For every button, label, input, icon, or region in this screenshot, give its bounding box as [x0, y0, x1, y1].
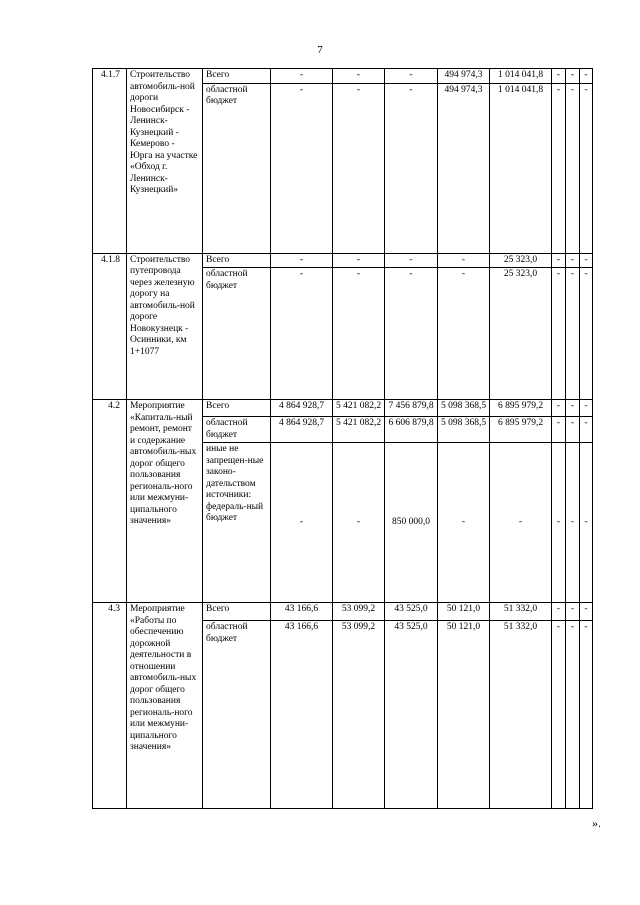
value-cell: 43 525,0: [385, 603, 438, 621]
value-cell: -: [552, 621, 566, 809]
value-cell: -: [385, 69, 438, 84]
value-cell: -: [438, 253, 490, 268]
value-cell: -: [580, 443, 593, 603]
funding-source: Всего: [203, 253, 271, 268]
value-cell: -: [580, 621, 593, 809]
funding-source: Всего: [203, 400, 271, 417]
row-number: 4.1.8: [93, 253, 127, 400]
funding-source: Всего: [203, 603, 271, 621]
value-cell: 6 895 979,2: [490, 400, 552, 417]
value-cell: -: [566, 603, 580, 621]
value-cell: -: [271, 443, 333, 603]
value-cell: -: [566, 621, 580, 809]
value-cell: 494 974,3: [438, 83, 490, 253]
table-row: [93, 253, 593, 268]
value-cell: -: [333, 443, 385, 603]
value-cell: 4 864 928,7: [271, 417, 333, 443]
value-cell: -: [552, 443, 566, 603]
value-cell: 1 014 041,8: [490, 69, 552, 84]
value-cell: 53 099,2: [333, 603, 385, 621]
page-number: 7: [317, 44, 323, 56]
closing-quote: ».: [592, 816, 601, 830]
financing-table: [92, 68, 593, 809]
value-cell: -: [566, 400, 580, 417]
row-number: 4.3: [93, 603, 127, 809]
value-cell: -: [566, 443, 580, 603]
value-cell: 5 098 368,5: [438, 417, 490, 443]
value-cell: -: [580, 83, 593, 253]
value-cell: -: [566, 268, 580, 400]
activity-name: Строительство автомобиль-ной дороги Новосибирск - Ленинск-Кузнецкий - Кемерово - Юрга на участке «Обход г. Ленинск-Кузнецкий»: [127, 69, 203, 254]
funding-source: областной бюджет: [203, 417, 271, 443]
value-cell: -: [271, 268, 333, 400]
value-cell: -: [271, 69, 333, 84]
value-cell: -: [271, 253, 333, 268]
value-cell: 43 525,0: [385, 621, 438, 809]
value-cell: -: [566, 83, 580, 253]
value-cell: 5 098 368,5: [438, 400, 490, 417]
funding-source: областной бюджет: [203, 621, 271, 809]
row-number: 4.2: [93, 400, 127, 603]
funding-source: Всего: [203, 69, 271, 84]
value-cell: 4 864 928,7: [271, 400, 333, 417]
value-cell: -: [552, 603, 566, 621]
value-cell: -: [552, 83, 566, 253]
value-cell: 25 323,0: [490, 268, 552, 400]
funding-source: иные не запрещен-ные законо-дательством источники: федераль-ный бюджет: [203, 443, 271, 603]
value-cell: -: [271, 83, 333, 253]
value-cell: 5 421 082,2: [333, 417, 385, 443]
table-row: [93, 603, 593, 621]
value-cell: -: [385, 253, 438, 268]
value-cell: 494 974,3: [438, 69, 490, 84]
value-cell: 25 323,0: [490, 253, 552, 268]
table-row: [93, 400, 593, 417]
value-cell: 7 456 879,8: [385, 400, 438, 417]
value-cell: -: [552, 417, 566, 443]
value-cell: 51 332,0: [490, 621, 552, 809]
activity-name: Мероприятие «Работы по обеспечению дорожной деятельности в отношении автомобиль-ных дорог общего пользования региональ-ного или межмуни-ципального значения»: [127, 603, 203, 809]
value-cell: -: [566, 417, 580, 443]
value-cell: -: [580, 69, 593, 84]
value-cell: -: [580, 268, 593, 400]
value-cell: -: [566, 69, 580, 84]
value-cell: -: [333, 83, 385, 253]
value-cell: 6 895 979,2: [490, 417, 552, 443]
value-cell: -: [438, 443, 490, 603]
value-cell: -: [552, 69, 566, 84]
value-cell: 50 121,0: [438, 621, 490, 809]
activity-name: Строительство путепровода через железную дорогу на автомобиль-ной дороге Новокузнецк - Осинники, км 1+1077: [127, 253, 203, 400]
value-cell: -: [552, 400, 566, 417]
value-cell: -: [438, 268, 490, 400]
value-cell: 1 014 041,8: [490, 83, 552, 253]
value-cell: 43 166,6: [271, 621, 333, 809]
funding-source: областной бюджет: [203, 268, 271, 400]
value-cell: -: [580, 253, 593, 268]
value-cell: -: [580, 400, 593, 417]
value-cell: -: [566, 253, 580, 268]
activity-name: Мероприятие «Капиталь-ный ремонт, ремонт и содержание автомобиль-ных дорог общего пользования региональ-ного или межмуни-ципального значения»: [127, 400, 203, 603]
value-cell: 43 166,6: [271, 603, 333, 621]
value-cell: -: [333, 69, 385, 84]
value-cell: -: [333, 253, 385, 268]
value-cell: 51 332,0: [490, 603, 552, 621]
table-body: [93, 69, 593, 809]
value-cell: -: [552, 268, 566, 400]
value-cell: 5 421 082,2: [333, 400, 385, 417]
row-number: 4.1.7: [93, 69, 127, 254]
funding-source: областной бюджет: [203, 83, 271, 253]
value-cell: -: [580, 417, 593, 443]
value-cell: -: [333, 268, 385, 400]
value-cell: 50 121,0: [438, 603, 490, 621]
value-cell: -: [552, 253, 566, 268]
table-row: [93, 69, 593, 84]
value-cell: 53 099,2: [333, 621, 385, 809]
value-cell: -: [385, 83, 438, 253]
value-cell: 850 000,0: [385, 443, 438, 603]
value-cell: -: [490, 443, 552, 603]
value-cell: 6 606 879,8: [385, 417, 438, 443]
value-cell: -: [580, 603, 593, 621]
value-cell: -: [385, 268, 438, 400]
